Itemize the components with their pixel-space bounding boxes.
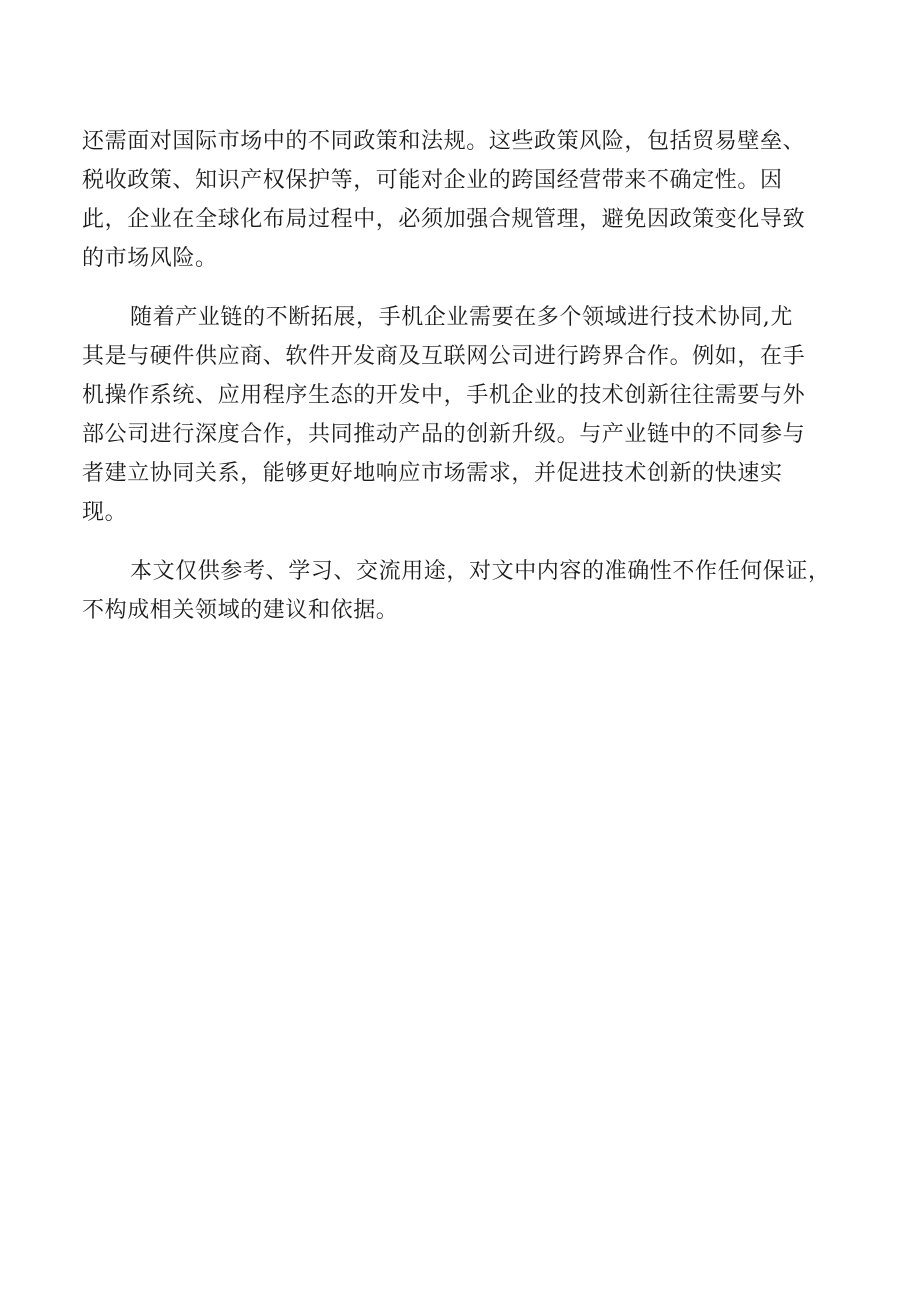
paragraph-policy-risk <box>82 122 842 278</box>
text-line: 机操作系统、应用程序生态的开发中，手机企业的技术创新往往需要与外 <box>82 383 806 408</box>
paragraph-industry-chain <box>82 298 842 532</box>
text-line: 者建立协同关系，能够更好地响应市场需求，并促进技术创新的快速实 <box>82 461 783 486</box>
text-line: 现。 <box>82 500 128 525</box>
paragraph-spacer <box>82 278 842 298</box>
document-body <box>82 122 842 630</box>
text-line: 此，企业在全球化布局过程中，必须加强合规管理，避免因政策变化导致 <box>82 207 806 232</box>
text-line: 不构成相关领域的建议和依据。 <box>82 598 399 623</box>
text-line: 部公司进行深度合作，共同推动产品的创新升级。与产业链中的不同参与 <box>82 422 806 447</box>
text-line: 税收政策、知识产权保护等，可能对企业的跨国经营带来不确定性。因 <box>82 168 783 193</box>
text-line: 随着产业链的不断拓展，手机企业需要在多个领域进行技术协同,尤 <box>130 305 793 330</box>
text-line: 的市场风险。 <box>82 246 218 271</box>
text-line: 本文仅供参考、学习、交流用途，对文中内容的准确性不作任何保证， <box>130 559 831 584</box>
paragraph-spacer <box>82 532 842 552</box>
paragraph-disclaimer <box>82 552 842 630</box>
text-line: 其是与硬件供应商、软件开发商及互联网公司进行跨界合作。例如，在手 <box>82 344 806 369</box>
text-line: 还需面对国际市场中的不同政策和法规。这些政策风险，包括贸易壁垒、 <box>82 129 806 154</box>
